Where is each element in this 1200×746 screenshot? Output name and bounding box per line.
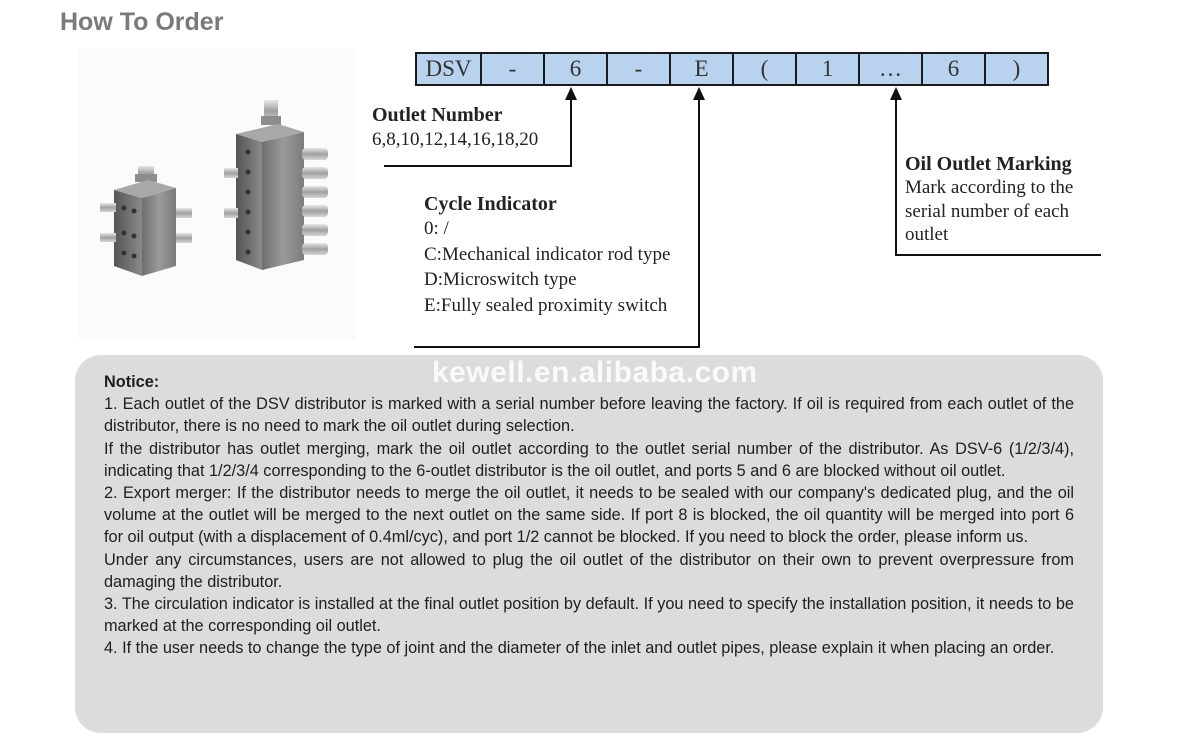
oil-outlet-marking-line: Mark according to the [905, 177, 1074, 198]
cycle-indicator-option: D:Microswitch type [424, 269, 577, 290]
code-cell-outlet-last: 6 [921, 54, 984, 84]
page-title: How To Order [60, 8, 224, 36]
code-cell-close-paren: ) [984, 54, 1047, 84]
notice-panel [75, 355, 1103, 733]
notice-paragraph: Under any circumstances, users are not allowed to plug the oil outlet of the distributor on their own to prevent overpressure from damaging the distributor. [104, 550, 1074, 591]
cycle-indicator-arrow [693, 87, 705, 100]
code-cell-open-paren: ( [732, 54, 795, 84]
cycle-indicator-option: E:Fully sealed proximity switch [424, 294, 668, 316]
code-cell-cycle-indicator: E [669, 54, 732, 84]
code-cell-separator: - [606, 54, 669, 84]
code-cell-outlet-number: 6 [543, 54, 606, 84]
cycle-indicator-option: 0: / [424, 218, 449, 239]
outlet-number-heading: Outlet Number [372, 104, 503, 126]
notice-paragraph: 1. Each outlet of the DSV distributor is marked with a serial number before leaving the factory. If oil is required from each outlet of the distributor, there is no need to mark the oil outlet during selection. [104, 395, 1074, 436]
oil-outlet-marking-line: serial number of each [905, 200, 1070, 222]
oil-outlet-marking-block [905, 153, 1073, 247]
cycle-indicator-block [424, 193, 670, 318]
oil-outlet-marking-line: outlet [905, 224, 949, 245]
cycle-indicator-heading: Cycle Indicator [424, 193, 557, 215]
outlet-number-arrow [565, 87, 577, 100]
notice-content [104, 371, 1074, 660]
watermark: kewell.en.alibaba.com [432, 356, 758, 389]
oil-outlet-marking-heading: Oil Outlet Marking [905, 153, 1072, 175]
outlet-number-block [372, 104, 538, 153]
cycle-indicator-option: C:Mechanical indicator rod type [424, 243, 671, 265]
notice-title: Notice: [104, 373, 160, 391]
notice-paragraph: 4. If the user needs to change the type of joint and the diameter of the inlet and outlet pipes, please explain it when placing an order. [104, 639, 1055, 658]
code-cell-outlet-first: 1 [795, 54, 858, 84]
notice-paragraph: 3. The circulation indicator is installed at the final outlet position by default. If you need to specify the installation position, it needs to be marked at the corresponding oil outlet. [104, 595, 1074, 636]
code-cell-ellipsis: … [858, 54, 921, 84]
outlet-number-values: 6,8,10,12,14,16,18,20 [372, 129, 539, 150]
notice-paragraph: 2. Export merger: If the distributor needs to merge the oil outlet, it needs to be sealed with our company's dedicated plug, and the oil volume at the outlet will be merged to the next outlet on the same side. If port 8 is blocked, the oil quantity will be merged into port 6 for oil output (with a displacement of 0.4ml/cyc), and port 1/2 cannot be blocked. If you need to block the order, please inform us. [104, 484, 1074, 547]
oil-outlet-arrow [890, 87, 902, 100]
code-cell-separator: - [480, 54, 543, 84]
code-cell-series: DSV [425, 56, 472, 81]
notice-paragraph: If the distributor has outlet merging, mark the oil outlet according to the outlet serial number of the distributor. As DSV-6 (1/2/3/4), indicating that 1/2/3/4 corresponding to the 6-outlet distributor is the oil outlet, and ports 5 and 6 are blocked without oil outlet. [104, 439, 1074, 480]
